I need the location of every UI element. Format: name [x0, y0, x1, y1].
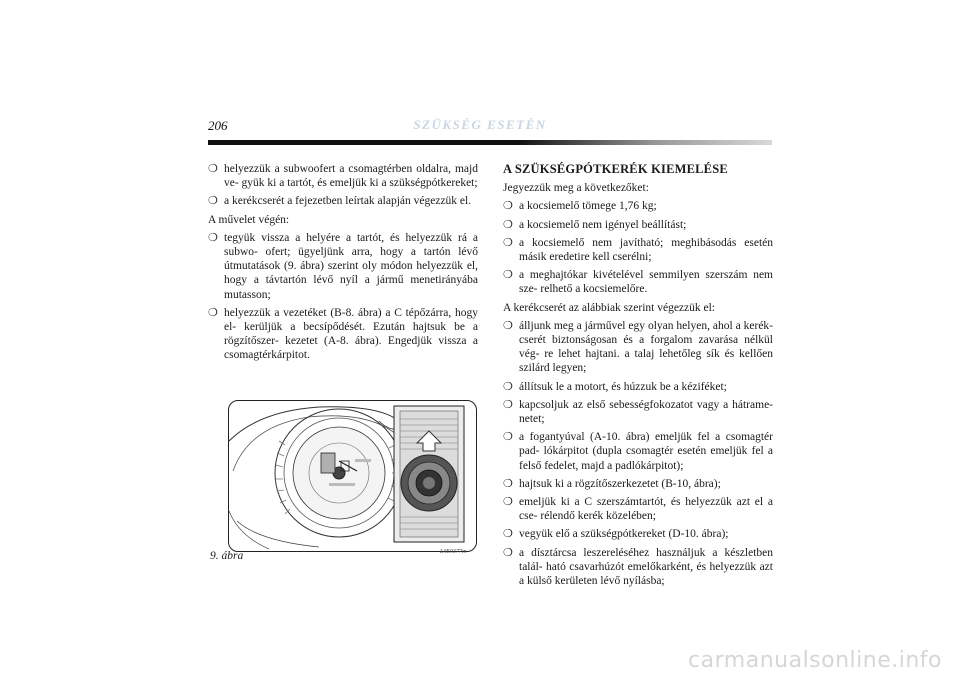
- bullet-icon: ❍: [208, 195, 218, 208]
- spare-wheel-drawing: [229, 401, 476, 551]
- figure-caption: 9. ábra: [210, 550, 244, 562]
- bullet-icon: ❍: [208, 231, 218, 244]
- list-item: ❍ tegyük vissza a helyére a tartót, és helyezzük rá a subwo- ofert; ügyeljünk arra, hogy a tartón lévő útmutatások (9. ábra) szerint oly módon helyezzük el, hogy a távtartón lévő nyíl a jármű menetirányába mutasson;: [208, 231, 478, 301]
- after-intro: A művelet végén:: [208, 213, 290, 226]
- list-item: ❍ a kerékcserét a fejezetben leírtak alapján végezzük el.: [208, 195, 472, 208]
- list-item: ❍ állítsuk le a motort, és húzzuk be a kéziféket;: [503, 380, 727, 393]
- list-item: ❍ a kocsiemelő nem javítható; meghibásodás esetén másik eredetire kell cserélni;: [503, 236, 773, 264]
- list-item: ❍ kapcsoljuk az első sebességfokozatot vagy a hátrame- netet;: [503, 398, 773, 426]
- bullet-icon: ❍: [503, 398, 513, 411]
- section-heading: A SZÜKSÉGPÓTKERÉK KIEMELÉSE: [503, 162, 728, 176]
- bullet-icon: ❍: [503, 477, 513, 490]
- list-item: ❍ a meghajtókar kivételével semmilyen szerszám nem sze- relhető a kocsiemelőre.: [503, 269, 773, 296]
- bullet-icon: ❍: [503, 319, 513, 332]
- section-title: SZÜKSÉG ESETÉN: [413, 117, 547, 132]
- left-column: [208, 162, 478, 367]
- header-rule: [208, 140, 772, 145]
- page-number: 206: [208, 118, 228, 133]
- bullet-icon: ❍: [503, 236, 513, 249]
- notes-intro: Jegyezzük meg a következőket:: [503, 182, 649, 195]
- figure-code: L0E0377m: [440, 549, 467, 555]
- list-item: ❍ a fogantyúval (A-10. ábra) emeljük fel a csomagtér pad- lókárpitot (dupla csomagtér esetén emeljük fel a felső fedelet, majd a padlókárpitot);: [503, 431, 773, 472]
- bullet-icon: ❍: [503, 200, 513, 213]
- watermark: carmanualsonline.info: [688, 648, 942, 673]
- list-item: ❍ hajtsuk ki a rögzítőszerkezetet (B-10, ábra);: [503, 477, 721, 490]
- bullet-icon: ❍: [503, 496, 513, 509]
- bullet-icon: ❍: [503, 269, 513, 282]
- bullet-icon: ❍: [208, 306, 218, 319]
- list-item: ❍ emeljük ki a C szerszámtartót, és helyezzük azt el a cse- rélendő kerék közelében;: [503, 496, 773, 523]
- bullet-icon: ❍: [208, 163, 218, 175]
- list-item: ❍ a kocsiemelő tömege 1,76 kg;: [503, 200, 657, 213]
- bullet-icon: ❍: [503, 431, 513, 444]
- bullet-icon: ❍: [503, 218, 513, 231]
- bullet-icon: ❍: [503, 528, 513, 541]
- list-item: ❍ helyezzük a vezetéket (B-8. ábra) a C tépőzárra, hogy el- kerüljük a becsípődését. Ezután hajtsuk be a rögzítőszer- kezetet (A-8. ábra). Engedjük vissza a csomagtérkárpitot.: [208, 306, 478, 362]
- list-item: ❍ a dísztárcsa leszereléséhez használjuk a készletben talál- ható csavarhúzót emelőkarként, és helyezzük azt a külső kerületen lévő nyílásba;: [503, 546, 773, 588]
- figure-spare-wheel-illustration: [228, 400, 477, 552]
- bullet-icon: ❍: [503, 380, 513, 393]
- list-item: ❍ helyezzük a subwoofert a csomagtérben oldalra, majd ve- gyük ki a tartót, és emeljük ki a szükségpótkereket;: [208, 163, 478, 190]
- list-item: ❍ a kocsiemelő nem igényel beállítást;: [503, 218, 687, 231]
- list-item: ❍ álljunk meg a járművel egy olyan helyen, ahol a kerék- cserét biztonságosan és a forgalom zavarása nélkül vég- re lehet hajtani. a talaj lehetőleg sík és kellően szilárd legyen;: [503, 319, 773, 375]
- procedure-intro: A kerékcserét az alábbiak szerint végezzük el:: [503, 301, 715, 314]
- right-column: [503, 162, 773, 592]
- list-item: ❍ vegyük elő a szükségpótkereket (D-10. ábra);: [503, 528, 729, 541]
- bullet-icon: ❍: [503, 546, 513, 559]
